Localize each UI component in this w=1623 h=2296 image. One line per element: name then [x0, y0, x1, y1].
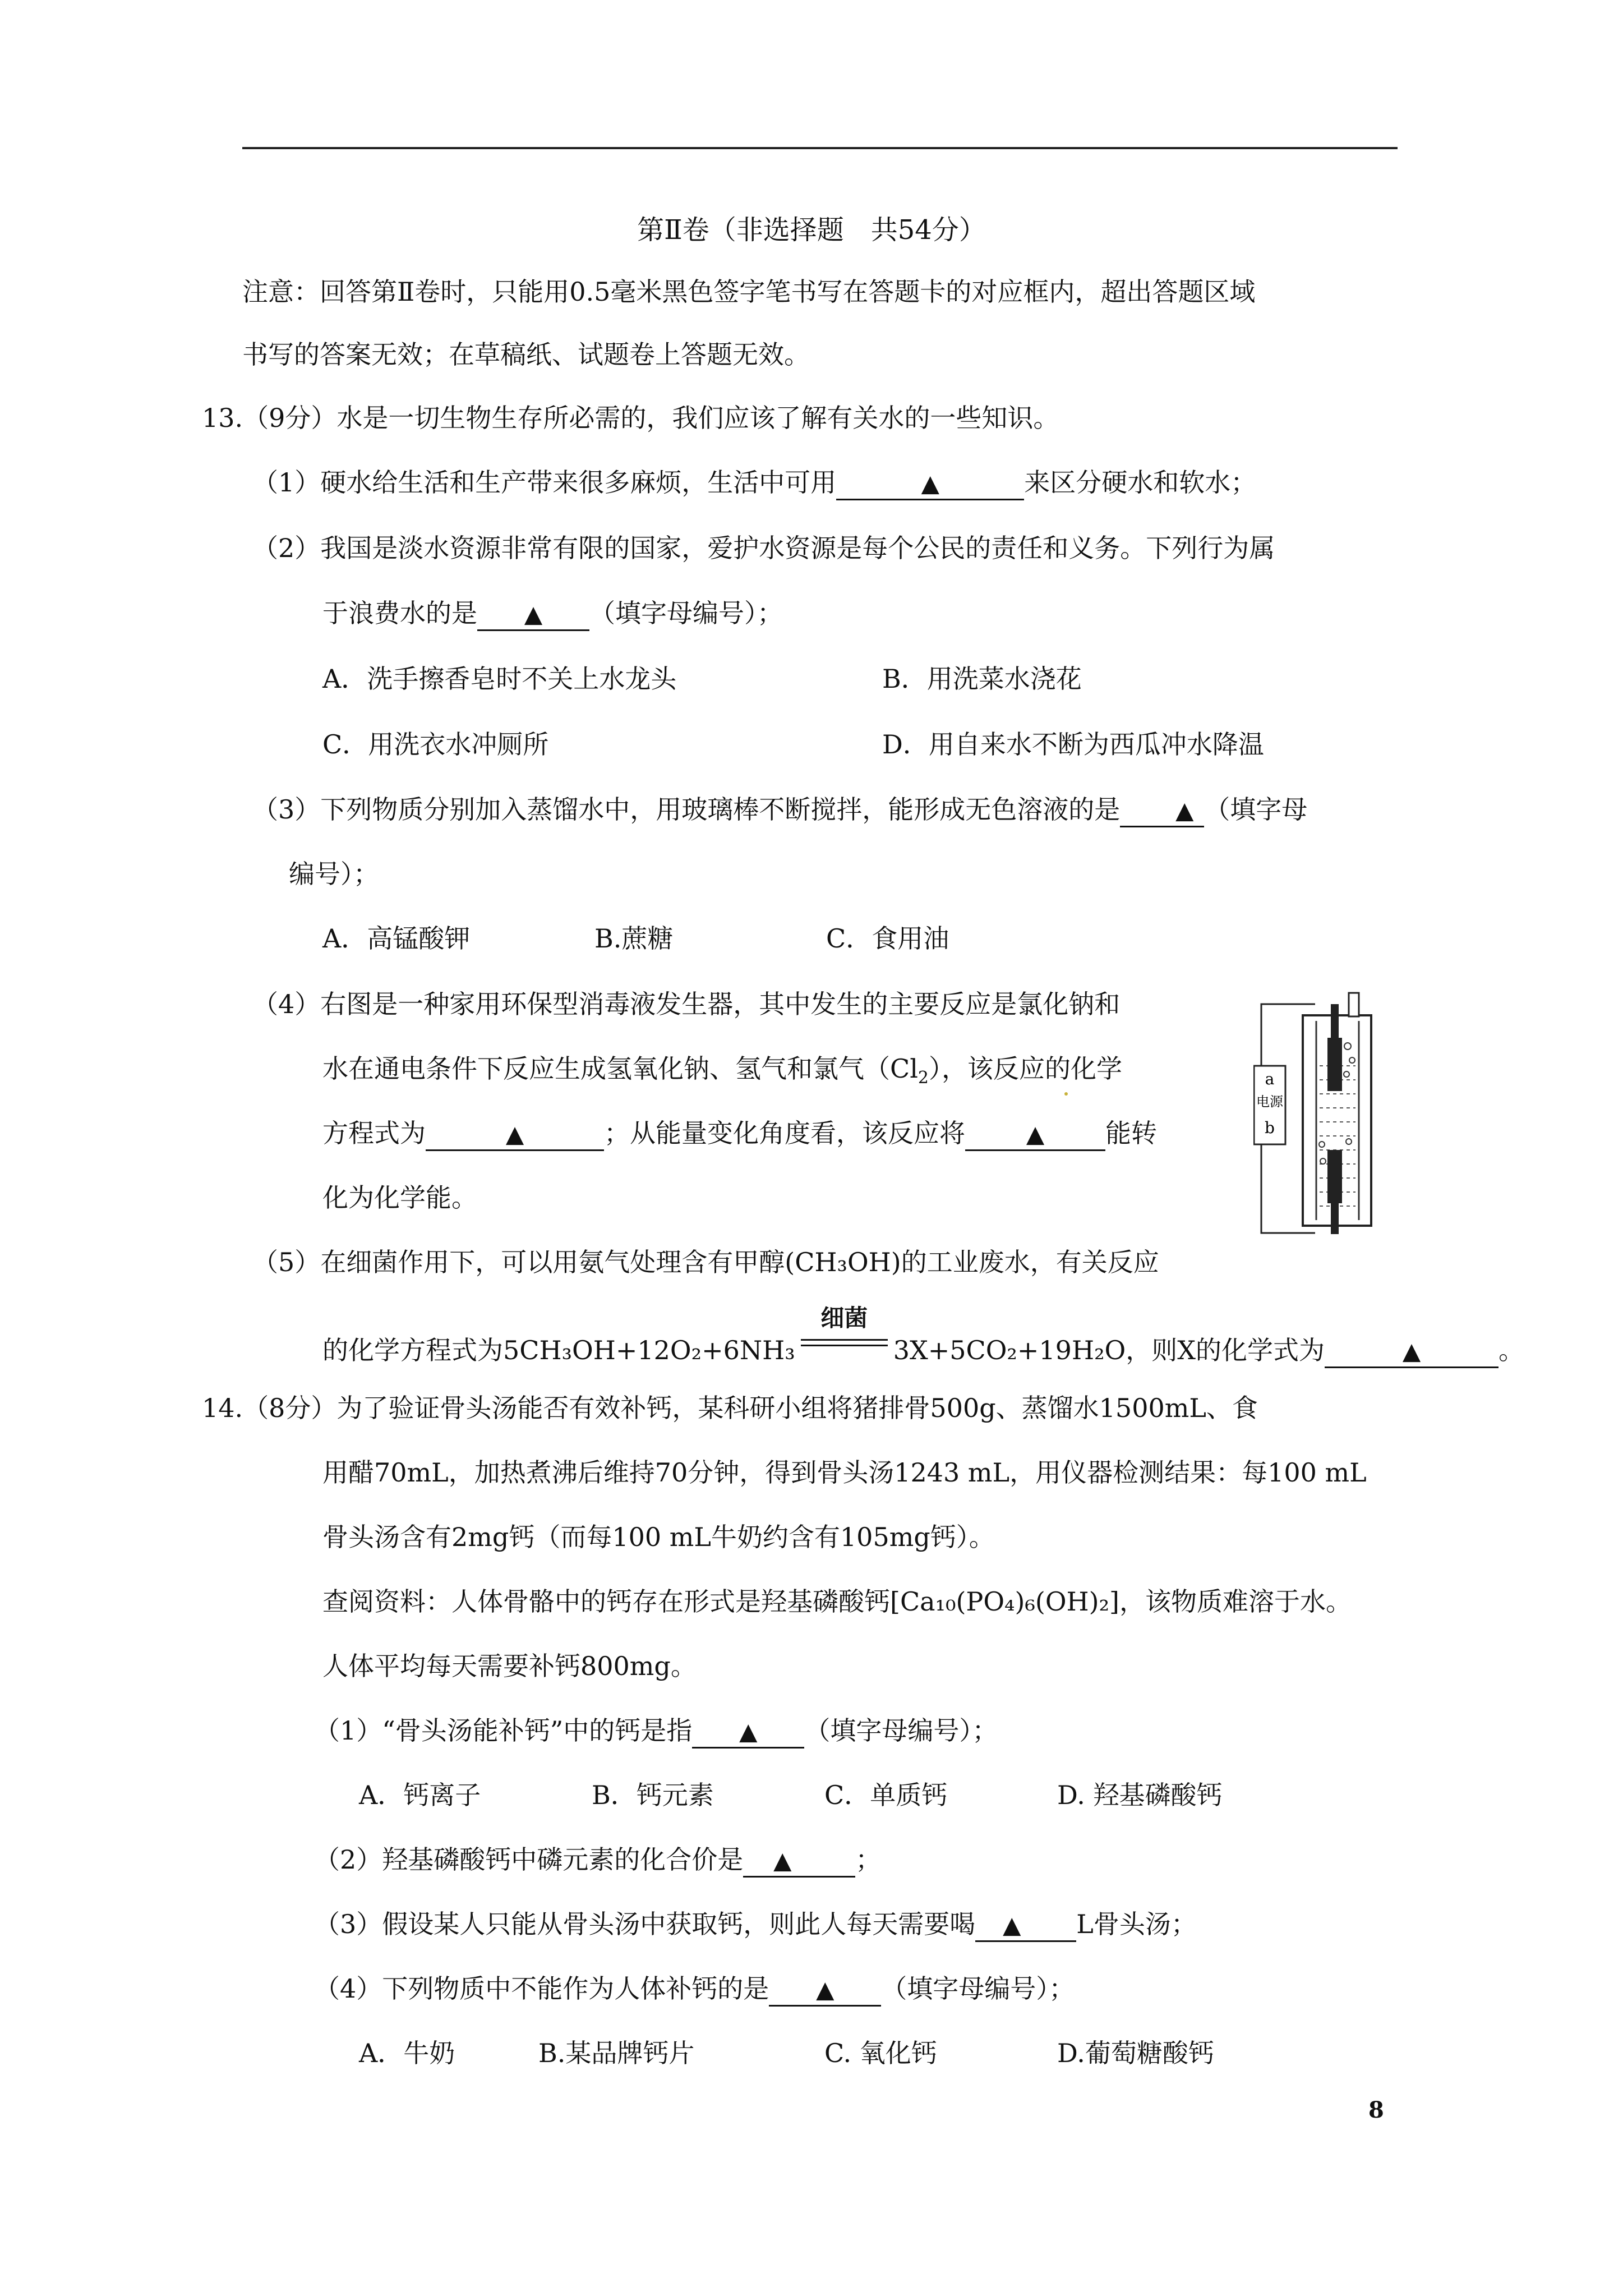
- q14-p2-post: ；: [855, 1844, 882, 1875]
- q13-p2-pre: 于浪费水的是: [322, 598, 477, 628]
- answer-blank[interactable]: [477, 598, 589, 631]
- q14-p4-option-a: A．牛奶: [359, 2038, 455, 2068]
- triangle-marker: ▲: [524, 600, 543, 628]
- answer-blank[interactable]: [965, 1118, 1105, 1151]
- q14-p1-pre: （1）“骨头汤能补钙”中的钙是指: [314, 1715, 693, 1746]
- disinfectant-generator-figure: [1253, 982, 1382, 1240]
- q13-p4-l3-pre: 方程式为: [322, 1118, 426, 1148]
- q14-p1-post: （填字母编号）；: [804, 1715, 998, 1746]
- q14-part3: [314, 1907, 1197, 1942]
- triangle-marker: ▲: [921, 470, 939, 497]
- q14-stem-line1: 14.（8分）为了验证骨头汤能否有效补钙，某科研小组将猪排骨500g、蒸馏水1500mL、食: [202, 1393, 1258, 1423]
- q14-p3-pre: （3）假设某人只能从骨头汤中获取钙，则此人每天需要喝: [314, 1909, 976, 1939]
- triangle-marker: ▲: [773, 1847, 792, 1874]
- q14-p1-option-c: C．单质钙: [824, 1780, 948, 1810]
- q14-info-line2: 人体平均每天需要补钙800mg。: [322, 1651, 697, 1681]
- q14-p3-post: L骨头汤；: [1076, 1909, 1197, 1939]
- q13-stem: 13.（9分）水是一切生物生存所必需的，我们应该了解有关水的一些知识。: [202, 403, 1059, 433]
- q13-part4-line3: [322, 1116, 1157, 1151]
- answer-blank[interactable]: [836, 467, 1024, 500]
- q14-stem-line2: 用醋70mL，加热煮沸后维持70分钟，得到骨头汤1243 mL，用仪器检测结果：每100 mL: [322, 1457, 1367, 1488]
- power-label: 电源: [1256, 1094, 1283, 1110]
- triangle-marker: ▲: [739, 1718, 758, 1745]
- notice-line-1: 注意：回答第Ⅱ卷时，只能用0.5毫米黑色签字笔书写在答题卡的对应框内，超出答题区域: [242, 277, 1256, 307]
- q14-p2-pre: （2）羟基磷酸钙中磷元素的化合价是: [314, 1844, 744, 1875]
- triangle-marker: ▲: [1003, 1911, 1021, 1939]
- q13-part2-line1: （2）我国是淡水资源非常有限的国家，爱护水资源是每个公民的责任和义务。下列行为属: [252, 533, 1275, 563]
- q13-p4-l3-mid: ；从能量变化角度看，该反应将: [604, 1118, 965, 1148]
- q13-p5-l2-pre: 的化学方程式为5CH₃OH+12O₂+6NH₃: [322, 1335, 795, 1365]
- q13-part4-line1: （4）右图是一种家用环保型消毒液发生器，其中发生的主要反应是氯化钠和: [252, 989, 1121, 1019]
- triangle-marker: ▲: [1402, 1337, 1421, 1365]
- q14-p4-post: （填字母编号）；: [881, 1973, 1075, 2004]
- q13-p2-post: （填字母编号）；: [589, 598, 783, 628]
- q13-p1-pre: （1）硬水给生活和生产带来很多麻烦，生活中可用: [252, 467, 837, 498]
- q13-p3-option-b: B.蔗糖: [594, 923, 674, 954]
- q13-part5-line1: （5）在细菌作用下，可以用氨气处理含有甲醇(CH₃OH)的工业废水，有关反应: [252, 1247, 1159, 1277]
- answer-blank[interactable]: [1120, 794, 1204, 827]
- q13-part5-line2: [322, 1304, 1524, 1368]
- reaction-condition-label: 细菌: [820, 1304, 868, 1332]
- q13-p3-option-a: A．高锰酸钾: [322, 923, 471, 954]
- q13-p4-l2-pre: 水在通电条件下反应生成氢氧化钠、氢气和氯气（Cl: [322, 1053, 918, 1084]
- header-rule: [242, 147, 1398, 149]
- q14-info-line1: 查阅资料：人体骨骼中的钙存在形式是羟基磷酸钙[Ca₁₀(PO₄)₆(OH)₂]，该物质难溶于水。: [322, 1586, 1352, 1617]
- q13-part2-line2: [322, 596, 783, 631]
- q13-p2-option-c: C．用洗衣水冲厕所: [322, 729, 549, 760]
- q13-p2-option-b: B．用洗菜水浇花: [882, 664, 1082, 694]
- q14-p1-option-a: A．钙离子: [359, 1780, 481, 1810]
- triangle-marker: ▲: [1026, 1120, 1045, 1148]
- q13-p4-l3-post: 能转: [1105, 1118, 1157, 1148]
- q13-p5-l2-post: 。: [1498, 1335, 1524, 1365]
- q14-p4-pre: （4）下列物质中不能作为人体补钙的是: [314, 1973, 769, 2004]
- q14-stem-line3: 骨头汤含有2mg钙（而每100 mL牛奶约含有105mg钙）。: [322, 1522, 995, 1552]
- q14-p1-option-d: D. 羟基磷酸钙: [1057, 1780, 1223, 1810]
- q13-p2-option-a: A．洗手擦香皂时不关上水龙头: [322, 664, 677, 694]
- stray-dot: [1064, 1092, 1068, 1096]
- answer-blank[interactable]: [1325, 1335, 1498, 1368]
- q14-p4-option-b: B.某品牌钙片: [538, 2038, 695, 2068]
- notice-line-2: 书写的答案无效；在草稿纸、试题卷上答题无效。: [242, 339, 810, 370]
- q14-p4-option-d: D.葡萄糖酸钙: [1057, 2038, 1214, 2068]
- triangle-marker: ▲: [505, 1120, 524, 1148]
- q13-p3-pre: （3）下列物质分别加入蒸馏水中，用玻璃棒不断搅拌，能形成无色溶液的是: [252, 794, 1121, 825]
- q13-p2-option-d: D．用自来水不断为西瓜冲水降温: [882, 729, 1264, 760]
- power-label-a: a: [1265, 1070, 1275, 1088]
- triangle-marker: ▲: [816, 1976, 834, 2003]
- answer-blank[interactable]: [743, 1844, 855, 1878]
- q14-p1-option-b: B．钙元素: [592, 1780, 714, 1810]
- q13-p1-post: 来区分硬水和软水；: [1024, 467, 1257, 498]
- q13-part4-line4: 化为化学能。: [322, 1182, 477, 1213]
- page-number: 8: [1368, 2097, 1384, 2123]
- section-title: 第Ⅱ卷（非选择题 共54分）: [637, 214, 986, 246]
- q13-p3-post: （填字母: [1204, 794, 1308, 825]
- q13-p4-l2-post: ），该反应的化学: [929, 1053, 1123, 1084]
- q13-p5-l2-mid: 3X+5CO₂+19H₂O，则X的化学式为: [893, 1335, 1325, 1365]
- q14-part4: [314, 1972, 1075, 2007]
- answer-blank[interactable]: [975, 1909, 1076, 1942]
- q13-part1: [252, 466, 1256, 500]
- q13-part3-line1: [252, 793, 1307, 827]
- q13-part4-line2: [322, 1052, 1123, 1088]
- power-label-b: b: [1265, 1119, 1275, 1137]
- answer-blank[interactable]: [426, 1118, 604, 1151]
- q14-part2: [314, 1843, 881, 1878]
- q14-p4-option-c: C. 氧化钙: [824, 2038, 937, 2068]
- triangle-marker: ▲: [1175, 797, 1194, 824]
- q13-part3-line2: 编号）；: [289, 859, 379, 889]
- answer-blank[interactable]: [692, 1715, 804, 1749]
- answer-blank[interactable]: [769, 1973, 881, 2007]
- equals-line-top: [801, 1339, 888, 1341]
- subscript: 2: [917, 1068, 929, 1088]
- q14-part1: [314, 1714, 998, 1749]
- equals-line-bottom: [801, 1345, 888, 1346]
- q13-p3-option-c: C．食用油: [826, 923, 949, 954]
- reaction-condition: [795, 1304, 893, 1359]
